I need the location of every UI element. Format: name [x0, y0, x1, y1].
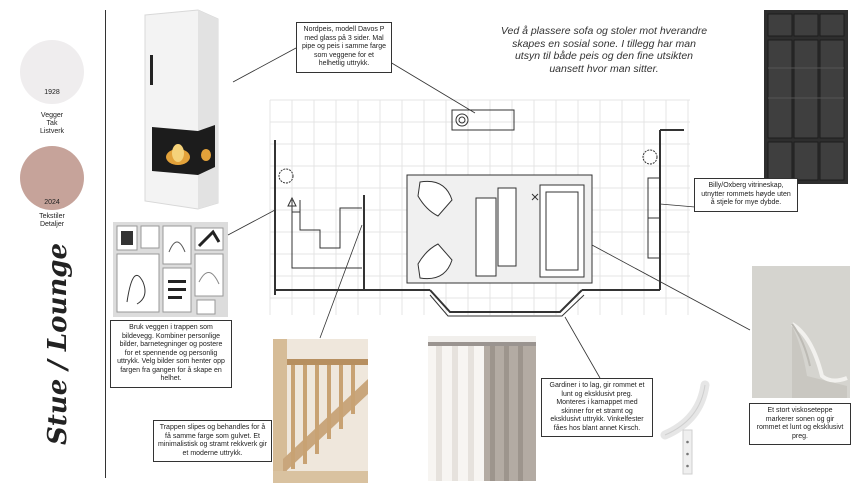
curtain-bracket-image — [655, 380, 715, 480]
intro-text: Ved å plassere sofa og stoler mot hverandre skapes en sosial sone. I tillegg har man utsyn til både peis og den fine utsikten uansett hvor man sitter. — [500, 25, 708, 75]
stairs-image — [273, 339, 368, 483]
wall-color-labels: Vegger Tak Listverk — [39, 112, 65, 135]
rug-note: Et stort viskoseteppe markerer sonen og gir rommet et lunt og eksklusivt preg. — [749, 403, 851, 445]
textile-color-code: 2024 — [44, 199, 60, 206]
curtains-note: Gardiner i to lag, gir rommet et lunt og eksklusivt preg. Monteres i karnappet med skinner for et stramt og eksklusivt uttrykk. Vinkelfester fåes hos blant annet Kirsch. — [541, 378, 653, 437]
textile-color-labels: Tekstiler Detaljer — [39, 213, 65, 228]
cabinet-image — [762, 8, 850, 186]
cabinet-note: Billy/Oxberg vitrineskap, utnytter rommets høyde uten å stjele for mye dybde. — [694, 178, 798, 212]
curtains-image — [428, 336, 536, 481]
fireplace-image — [140, 5, 225, 210]
section-title: Stue / Lounge — [43, 243, 73, 445]
wall-color-code: 1928 — [44, 89, 60, 96]
fireplace-note: Nordpeis, modell Davos P med glass på 3 sider. Mal pipe og peis i samme farge som veggene for et helhetlig uttrykk. — [296, 22, 392, 73]
gallery-wall-image — [113, 222, 228, 317]
divider-line — [105, 10, 106, 478]
stairs-note: Trappen slipes og behandles for å få samme farge som gulvet. Et minimalistisk og stramt rekkverk gir et moderne uttrykk. — [153, 420, 272, 462]
gallery-note: Bruk veggen i trappen som bildevegg. Kombiner personlige bilder, barnetegninger og postere for et spennende og personlig uttrykk. Velg bilder som henter opp fargen fra gangen for å skape en helhet. — [110, 320, 232, 388]
rug-image — [752, 266, 850, 398]
